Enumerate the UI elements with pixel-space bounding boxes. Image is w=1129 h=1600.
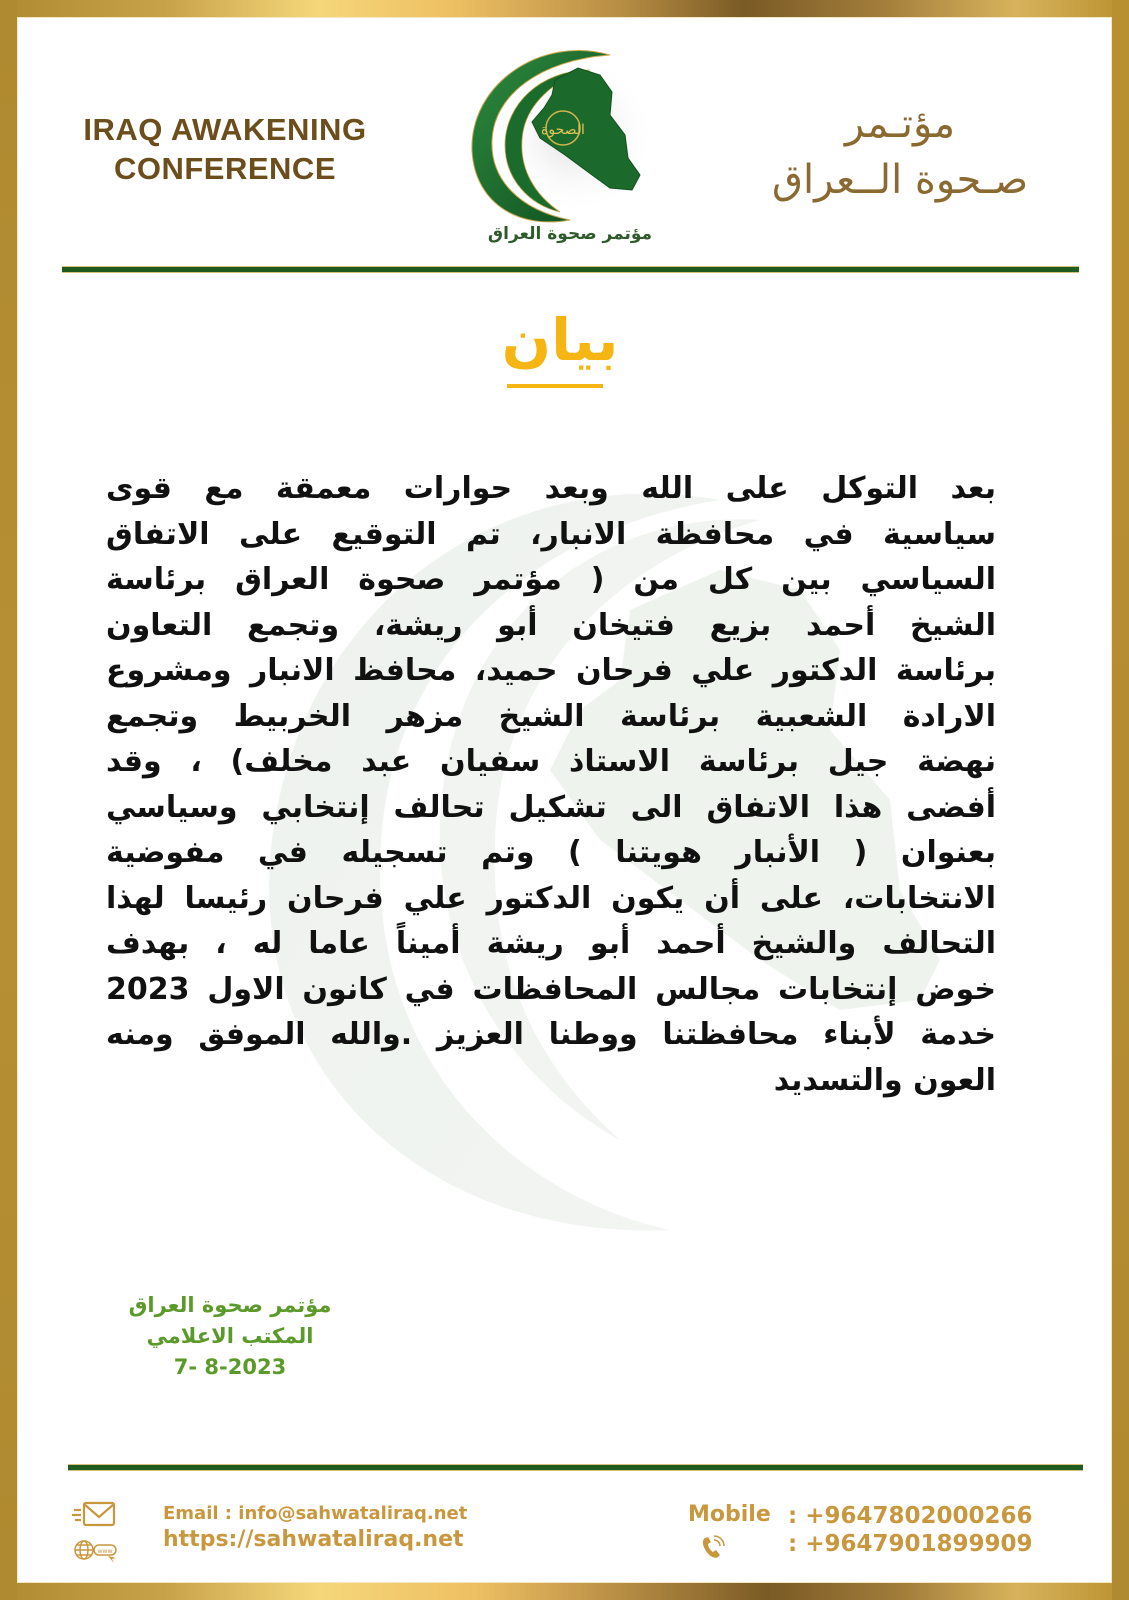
footer-divider [68,1464,1083,1471]
body-line: أفضى هذا الاتفاق الى تشكيل تحالف إنتخابي وسياسي [106,789,996,825]
frame-left-border [0,0,17,1600]
signature-date: 7- 8-2023 [173,1355,287,1379]
email-link[interactable]: Email : info@sahwataliraq.net [163,1503,468,1524]
body-line: الانتخابات، على أن يكون الدكتور علي فرحان رئيسا لهذا [106,880,996,916]
body-line: الارادة الشعبية برئاسة الشيخ مزهر الخربيط وتجمع [106,698,996,734]
envelope-icon [72,1503,114,1525]
globe-www-icon [75,1541,116,1563]
statement-body [106,466,996,1103]
frame-top-border [0,0,1129,17]
body-line: خوض إنتخابات مجالس المحافظات في كانون الاول 2023 [106,971,996,1007]
svg-text:www: www [97,1548,113,1555]
body-line: نهضة جيل برئاسة الاستاذ سفيان عبد مخلف) ، وقد [106,744,996,779]
website-link[interactable]: https://sahwataliraq.net [163,1527,464,1552]
logo-calligraphy: الصحوة [541,122,585,138]
body-line: سياسية في محافظة الانبار، تم التوقيع على الاتفاق [106,516,996,552]
body-line: السياسي بين كل من ( مؤتمر صحوة العراق برئاسة [106,562,996,597]
body-line: بعنوان ( الأنبار هويتنا ) وتم تسجيله في مفوضية [106,835,996,870]
footer-contact [163,1502,467,1554]
arabic-title [740,96,1060,208]
arabic-title-line1: مؤتـمر [844,101,956,147]
mobile-label: Mobile [688,1502,771,1527]
signature-organization: مؤتمر صحوة العراق [128,1293,332,1317]
phone-number-2[interactable]: : +9647901899909 [788,1531,1033,1557]
phone-icon [698,1532,728,1562]
heading-underline [507,384,603,388]
body-line: بعد التوكل على الله وبعد حوارات معمقة مع قوى [106,471,996,506]
crescent-iraq-map-logo-icon [460,40,680,225]
header-divider [62,266,1079,273]
conference-logo [460,40,680,270]
body-line: العون والتسديد [773,1062,996,1098]
statement-heading: بيان [501,306,619,374]
body-line: التحالف والشيخ أحمد أبو ريشة أميناً عاما له ، بهدف [106,926,996,961]
body-line: الشيخ أحمد بزيع فتيخان أبو ريشة، وتجمع التعاون [106,607,996,643]
phone-numbers [788,1502,1033,1558]
body-line: خدمة لأبناء محافظتنا ووطنا العزيز .والله الموفق ومنه [106,1017,996,1052]
signature-block [100,1290,360,1383]
phone-number-1[interactable]: : +9647802000266 [788,1503,1033,1529]
frame-right-border [1112,0,1129,1600]
frame-bottom-border [0,1583,1129,1600]
footer-icons [72,1500,122,1565]
logo-caption: مؤتمر صحوة العراق [487,224,653,244]
signature-office: المكتب الاعلامي [146,1324,314,1348]
english-title-line1: IRAQ AWAKENING [83,112,367,147]
english-title [60,110,390,188]
arabic-title-line2: صـحوة الــعراق [771,157,1029,203]
english-title-line2: CONFERENCE [113,151,336,186]
body-line: برئاسة الدكتور علي فرحان حميد، محافظ الانبار ومشروع [106,653,996,688]
